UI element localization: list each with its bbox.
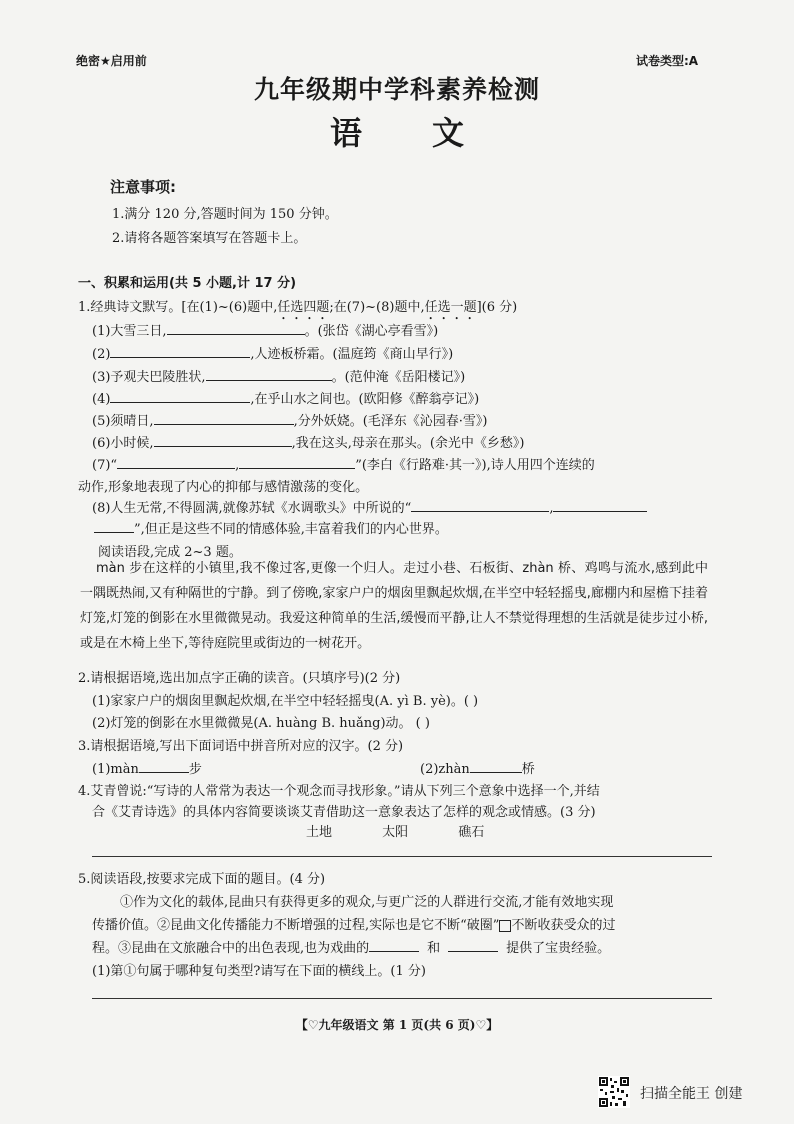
answer-line[interactable] (92, 998, 712, 999)
qr-code-icon (598, 1076, 630, 1108)
answer-blank[interactable] (154, 432, 292, 447)
notice-item: 1.满分 120 分,答题时间为 150 分钟。 (112, 207, 338, 222)
q5-stem: 5.阅读语段,按要求完成下面的题目。(4 分) (78, 872, 326, 887)
answer-blank[interactable] (139, 758, 189, 773)
answer-blank[interactable] (110, 388, 250, 403)
image-option: 太阳 (382, 825, 409, 840)
confidential-label: 绝密★启用前 (76, 54, 147, 68)
answer-blank[interactable] (369, 937, 419, 952)
answer-blank[interactable] (239, 454, 355, 469)
q1-item-8-cont: ”,但正是这些不同的情感体验,丰富着我们的内心世界。 (78, 518, 448, 537)
q1-item-7: (7)“ , ”(李白《行路难·其一》),诗人用四个连续的 (92, 454, 595, 473)
answer-blank[interactable] (117, 454, 235, 469)
q1-item-5: (5)须晴日, ,分外妖娆。(毛泽东《沁园春·雪》) (92, 410, 487, 429)
q5-para-line2: 传播价值。②昆曲文化传播能力不断增强的过程,实际也是它不断“破圈” 不断收获受众的过 (92, 918, 616, 933)
q1-item-7-cont: 动作,形象地表现了内心的抑郁与感情激荡的变化。 (78, 480, 369, 495)
q2-item-2: (2)灯笼的倒影在水里微微晃(A. huàng B. huǎng)动。 ( ) (92, 716, 430, 731)
q3-item-2: (2)zhàn 桥 (420, 758, 535, 777)
q2-item-1: (1)家家户户的烟囱里飘起炊烟,在半空中轻轻摇曳(A. yì B. yè)。( ) (92, 694, 479, 709)
answer-blank[interactable] (154, 410, 294, 425)
reading-intro: 阅读语段,完成 2~3 题。 (98, 545, 242, 560)
answer-line[interactable] (92, 856, 712, 857)
notice-item: 2.请将各题答案填写在答题卡上。 (112, 231, 307, 246)
image-option: 礁石 (458, 825, 485, 840)
answer-blank[interactable] (94, 518, 134, 533)
answer-blank[interactable] (411, 497, 549, 512)
answer-blank[interactable] (110, 343, 250, 358)
q3-stem: 3.请根据语境,写出下面词语中拼音所对应的汉字。(2 分) (78, 739, 404, 754)
reading-passage: màn 步在这样的小镇里,我不像过客,更像一个归人。走过小巷、石板街、zhàn 桥、鸡鸣与流水,感到此中一隅既热闹,又有种隔世的宁静。到了傍晚,家家户户的烟囱里飘起炊烟,在半空中轻轻摇曳,廊棚内和屋檐下挂着灯笼,灯笼的倒影在水里微微晃动。我爱这种简单的生活,缓慢而平静,让人不禁觉得理想的生活就是徒步过小桥,或是在木椅上坐下,等待庭院里或街边的一树花开。 (80, 561, 708, 651)
answer-blank[interactable] (167, 320, 305, 335)
q3-item-1: (1)màn 步 (92, 758, 202, 777)
answer-blank[interactable] (448, 937, 498, 952)
exam-title: 九年级期中学科素养检测 (253, 75, 540, 104)
q1-stem: 1.经典诗文默写。[在(1)~(6)题中,任选四题;在(7)~(8)题中,任选一题](6 分) (78, 300, 518, 315)
q4-stem-line1: 4.艾青曾说:“写诗的人常常为表达一个观念而寻找形象。”请从下列三个意象中选择一个,并结 (78, 784, 600, 799)
q5-sub1: (1)第①句属于哪种复句类型?请写在下面的横线上。(1 分) (92, 964, 426, 979)
q1-item-6: (6)小时候, ,我在这头,母亲在那头。(余光中《乡愁》) (92, 432, 524, 451)
q1-item-8: (8)人生无常,不得圆满,就像苏轼《水调歌头》中所说的“ , (92, 497, 647, 516)
answer-blank[interactable] (470, 758, 522, 773)
q5-para-line1: ①作为文化的载体,昆曲只有获得更多的观众,与更广泛的人群进行交流,才能有效地实现 (120, 895, 614, 910)
section-heading: 一、积累和运用(共 5 小题,计 17 分) (78, 276, 297, 291)
q2-stem: 2.请根据语境,选出加点字正确的读音。(只填序号)(2 分) (78, 671, 401, 686)
q5-para-line3: 程。③昆曲在文旅融合中的出色表现,也为戏曲的 和 提供了宝贵经验。 (92, 937, 610, 956)
q1-item-1: (1)大雪三日, 。(张岱《湖心亭看雪》) (92, 320, 438, 339)
paper-type-label: 试卷类型:A (636, 54, 699, 68)
image-option: 土地 (306, 825, 333, 840)
answer-blank[interactable] (553, 497, 647, 512)
answer-blank[interactable] (206, 366, 332, 381)
q1-item-2: (2) ,人迹板桥霜。(温庭筠《商山早行》) (92, 343, 453, 362)
blank-box[interactable] (499, 920, 511, 932)
subject-title: 语文 (329, 114, 534, 152)
q4-image-options (306, 821, 530, 840)
page-footer: 【♡九年级语文 第 1 页(共 6 页)♡】 (295, 1018, 499, 1032)
scanner-watermark: 扫描全能王 创建 (640, 1086, 743, 1102)
q1-item-3: (3)予观夫巴陵胜状, 。(范仲淹《岳阳楼记》) (92, 366, 465, 385)
notice-heading: 注意事项: (110, 178, 176, 196)
q4-stem-line2: 合《艾青诗选》的具体内容简要谈谈艾青借助这一意象表达了怎样的观念或情感。(3 分) (92, 805, 596, 820)
q1-item-4: (4) ,在乎山水之间也。(欧阳修《醉翁亭记》) (92, 388, 479, 407)
